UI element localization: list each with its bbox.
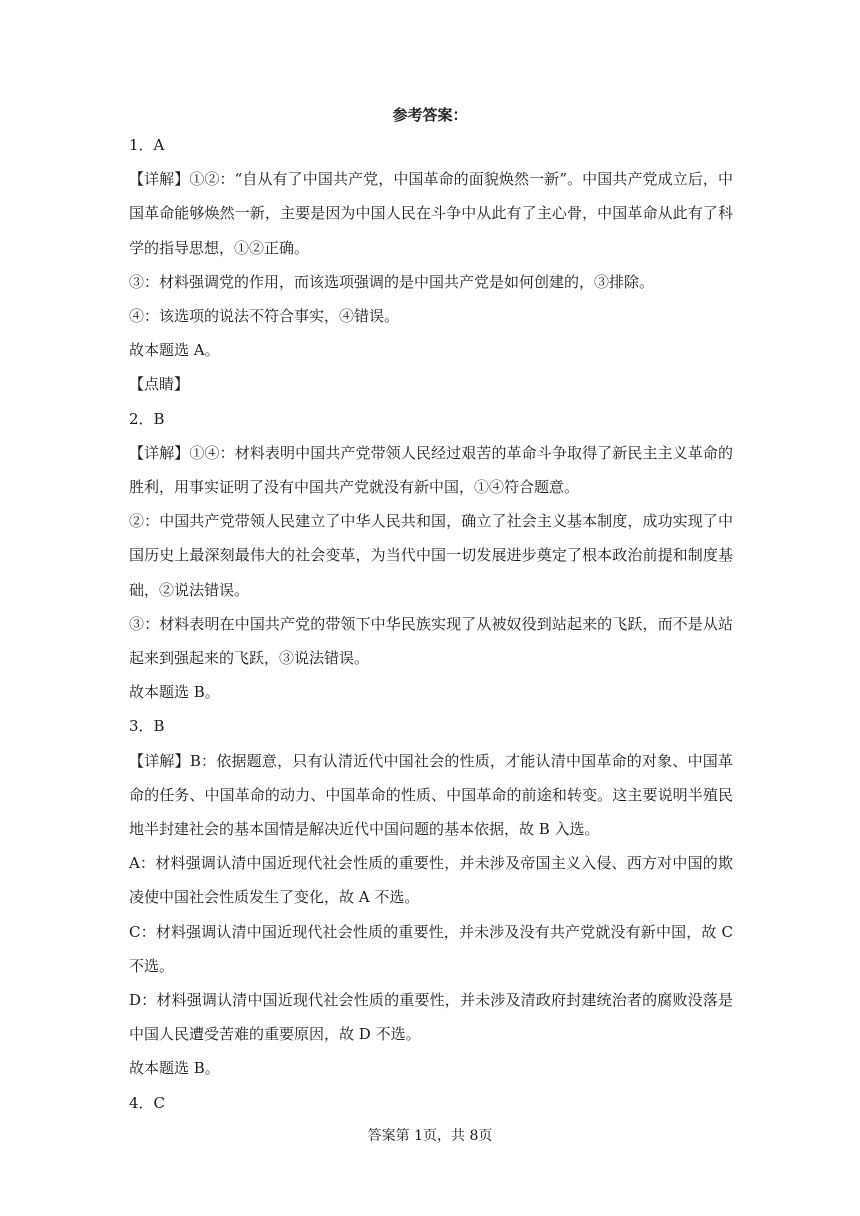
text-line: 不选。 <box>129 956 175 975</box>
text-line: A：材料强调认清中国近现代社会性质的重要性，并未涉及帝国主义入侵、西方对中国的欺 <box>129 854 733 873</box>
text-line: D：材料强调认清中国近现代社会性质的重要性，并未涉及清政府封建统治者的腐败没落是 <box>129 991 733 1009</box>
text-line: ④：该选项的说法不符合事实，④错误。 <box>129 307 400 325</box>
text-line: 故本题选 A。 <box>129 341 220 360</box>
text-line: 故本题选 B。 <box>129 683 220 702</box>
text-line: 2．B <box>129 409 165 428</box>
text-line: 故本题选 B。 <box>129 1059 220 1078</box>
text-line: 1．A <box>129 136 165 154</box>
text-line: 学的指导思想，①②正确。 <box>129 238 310 257</box>
text-line: ②：中国共产党带领人民建立了中华人民共和国，确立了社会主义基本制度，成功实现了中 <box>129 512 733 531</box>
page-footer: 答案第 1页，共 8页 <box>367 1128 493 1144</box>
text-line: 【详解】①④：材料表明中国共产党带领人民经过艰苦的革命斗争取得了新民主主义革命的 <box>129 443 733 462</box>
text-line: 3．B <box>129 717 165 736</box>
text-line: 命的任务、中国革命的动力、中国革命的性质、中国革命的前途和转变。这主要说明半殖民 <box>129 785 733 804</box>
text-line: 中国人民遭受苦难的重要原因，故 D 不选。 <box>129 1025 421 1044</box>
text-line: 国历史上最深刻最伟大的社会变革，为当代中国一切发展进步奠定了根本政治前提和制度基 <box>129 546 733 565</box>
text-line: 【点睛】 <box>129 375 190 394</box>
text-line: 【详解】①②：“自从有了中国共产党，中国革命的面貌焕然一新”。中国共产党成立后，中 <box>129 170 733 189</box>
text-line: 【详解】B：依据题意，只有认清近代中国社会的性质，才能认清中国革命的对象、中国革 <box>129 751 733 770</box>
text-line: 础，②说法错误。 <box>129 580 250 599</box>
page-title: 参考答案： <box>392 106 468 124</box>
text-line: ③：材料表明在中国共产党的带领下中华民族实现了从被奴役到站起来的飞跃，而不是从站 <box>129 614 733 633</box>
text-line: 胜利，用事实证明了没有中国共产党就没有新中国，①④符合题意。 <box>129 478 580 496</box>
text-line: 凌使中国社会性质发生了变化，故 A 不选。 <box>129 888 420 907</box>
text-line: 4．C <box>129 1093 166 1112</box>
text-line: ③：材料强调党的作用，而该选项强调的是中国共产党是如何创建的，③排除。 <box>129 272 655 291</box>
text-line: 起来到强起来的飞跃，③说法错误。 <box>129 649 370 667</box>
text-line: 国革命能够焕然一新，主要是因为中国人民在斗争中从此有了主心骨，中国革命从此有了科 <box>129 204 733 223</box>
text-line: C：材料强调认清中国近现代社会性质的重要性，并未涉及没有共产党就没有新中国，故 C <box>129 922 733 941</box>
text-line: 地半封建社会的基本国情是解决近代中国问题的基本依据，故 B 入选。 <box>129 820 600 838</box>
